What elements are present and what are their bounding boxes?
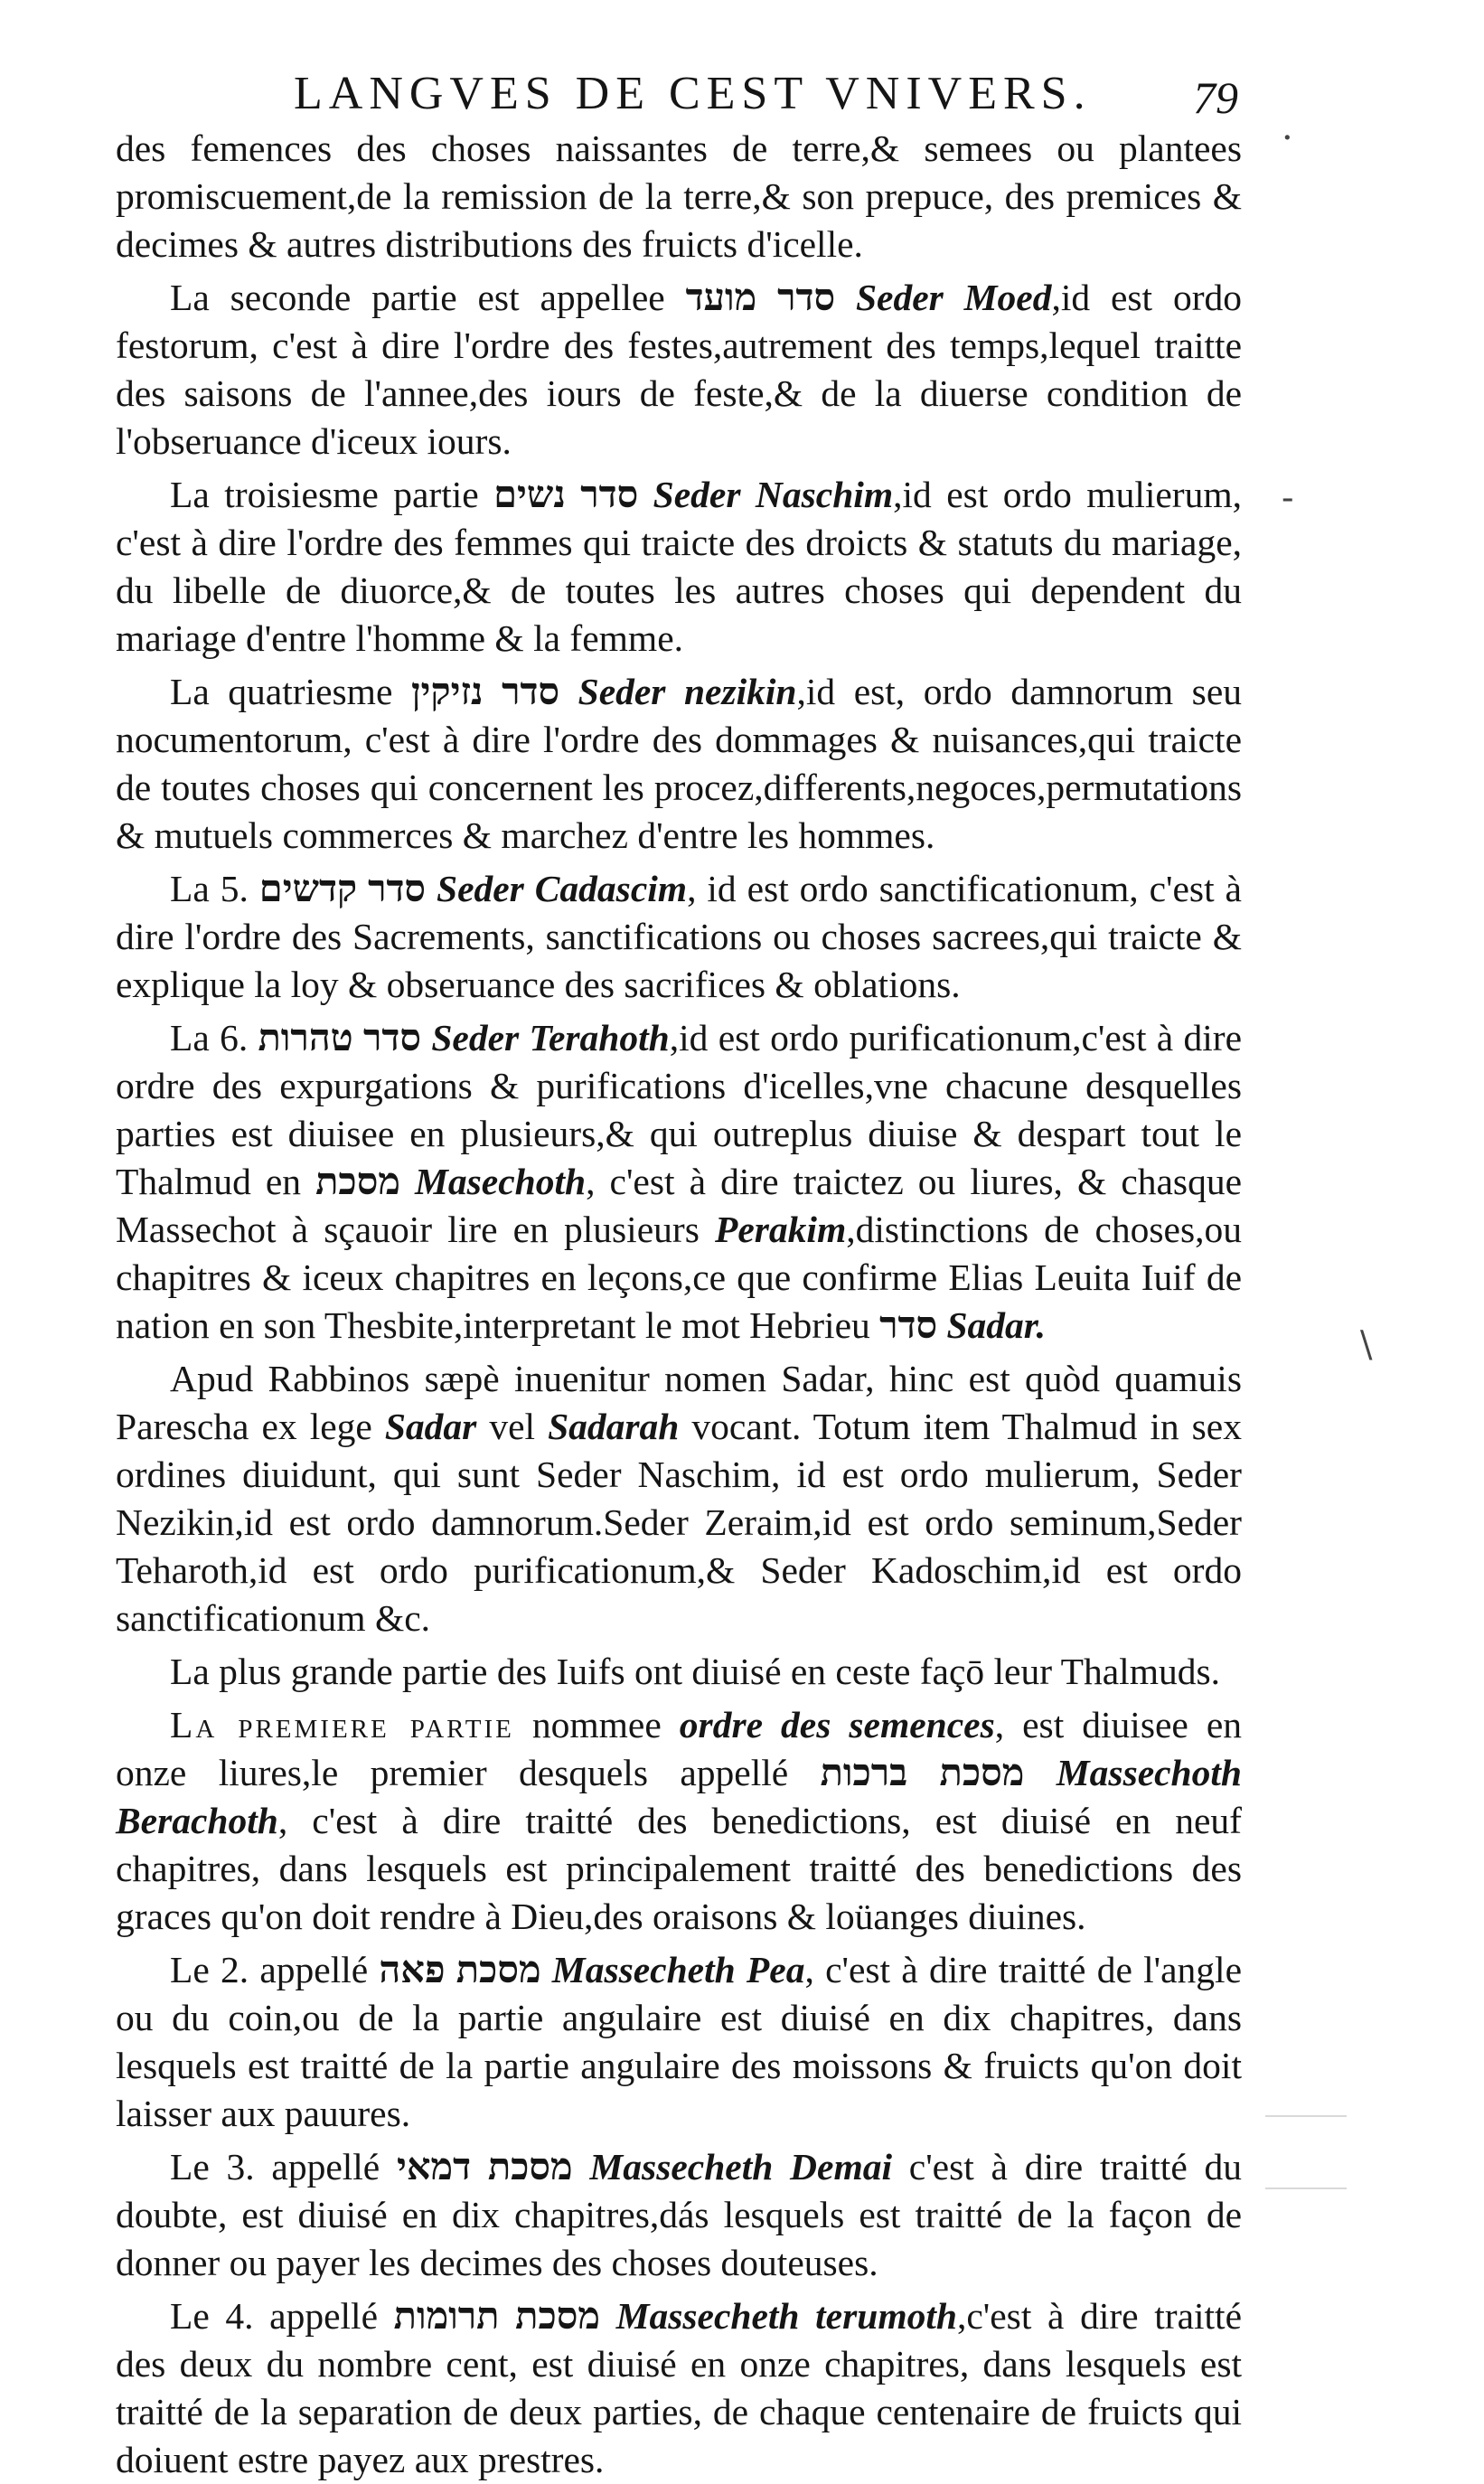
italic-term: Seder Moed <box>855 277 1052 318</box>
text-run: La plus grande partie des Iuifs ont diuisé en ceste façō leur Thalmuds. <box>170 1651 1221 1692</box>
text-run: Le 2. appellé <box>170 1949 380 1990</box>
paragraph <box>116 865 1242 1009</box>
text-run: La troisiesme partie <box>170 474 494 515</box>
italic-term: Seder Cadascim <box>436 868 688 909</box>
paragraph <box>116 668 1242 860</box>
page-number: 79 <box>1193 72 1238 123</box>
text-run <box>1024 1752 1056 1793</box>
italic-term: Perakim <box>715 1209 847 1250</box>
text-run: nommee <box>513 1704 680 1745</box>
text-run: La 5. <box>170 868 259 909</box>
hebrew-term: מסכת תרומות <box>393 2295 600 2337</box>
text-run <box>573 2146 590 2188</box>
text-run: ,c'est à dire traitté des deux du nombre cent, est diuisé en onze chapitres, dans lesquels est traitté de la separation de deux parties, de chaque centenaire de fruicts qui doiuent estre payez aux prestres. <box>116 2295 1243 2480</box>
paragraph <box>116 2292 1242 2484</box>
text-run: ,id est ordo festorum, c'est à dire l'ordre des festes,autrement des temps,lequel traitte des saisons de l'annee,des iours de feste,& de la diuerse condition de l'obseruance d'iceux iours. <box>116 277 1243 462</box>
italic-term: Massecheth Pea <box>551 1949 805 1990</box>
text-run: , c'est à dire traitté de l'angle ou du coin,ou de la partie angulaire est diuisé en dix chapitres, dans lesquels est traitté de la partie angulaire des moissons & fruicts qu'on doit laisser aux pauures. <box>116 1949 1242 2134</box>
italic-term: Sadar <box>384 1406 477 1447</box>
italic-term: Masechoth <box>415 1161 587 1202</box>
paragraph <box>116 1355 1242 1642</box>
text-run <box>541 1949 552 1990</box>
text-run <box>937 1304 946 1346</box>
text-run: vel <box>476 1406 549 1447</box>
hebrew-term: סדר מועד <box>685 277 836 318</box>
italic-term: Massecheth Demai <box>589 2146 893 2188</box>
text-run <box>600 2295 616 2337</box>
page-header <box>117 65 1238 128</box>
hebrew-term: סדר טהרות <box>258 1017 422 1059</box>
italic-term: Massechoth Berachoth <box>116 1752 1242 1841</box>
text-run: des femences des choses naissantes de terre,& semees ou plantees promiscuement,de la remission de la terre,& son prepuce, des premices & decimes & autres distributions des fruicts d'icelle. <box>116 127 1242 265</box>
hebrew-term: סדר נשים <box>493 474 639 515</box>
paragraph <box>116 1648 1242 1696</box>
text-run: ,id est, ordo damnorum seu nocumentorum, c'est à dire l'ordre des dommages & nuisances,qui traicte de toutes choses qui concernent les procez,differents,negoces,permutations & mutuels commerces & marchez d'entre les hommes. <box>116 671 1243 856</box>
running-title: LANGVES DE CEST VNIVERS. <box>294 68 1092 119</box>
text-run: , c'est à dire traitté des benedictions, est diuisé en neuf chapitres, dans lesquels est principalement traitté des benedictions des graces qu'on doit rendre à Dieu,des oraisons & loüanges diuines. <box>116 1800 1242 1937</box>
text-run <box>638 474 653 515</box>
italic-term: Sadarah <box>548 1406 680 1447</box>
text-run <box>559 671 578 712</box>
paragraph <box>116 274 1242 466</box>
hebrew-term: מסכת ברכות <box>820 1752 1025 1793</box>
text-run: , est diuisee en onze liures,le premier desquels appellé <box>116 1704 1242 1793</box>
text-run: c'est à dire traitté du doubte, est diuisé en dix chapitres,dás lesquels est traitté de la façon de donner ou payer les decimes des choses douteuses. <box>116 2146 1243 2283</box>
hebrew-term: סדר קדשים <box>258 868 427 909</box>
margin-mark: - <box>1282 477 1294 519</box>
paragraph <box>116 1701 1242 1941</box>
text-run: Le 3. appellé <box>170 2146 397 2188</box>
text-run <box>426 868 437 909</box>
text-run: Apud Rabbinos sæpè inuenitur nomen Sadar, hinc est quòd quamuis Parescha ex lege <box>116 1358 1242 1447</box>
text-run: , c'est à dire traictez ou liures, & chasque Massechot à sçauoir lire en plusieurs <box>116 1161 1242 1250</box>
text-run: ,id est ordo purificationum,c'est à dire ordre des expurgations & purifications d'icelles,vne chacune desquelles parties est diuisee en plusieurs,& qui outreplus diuise & despart tout le Thalmud en <box>116 1017 1243 1202</box>
text-run: ,distinctions de choses,ou chapitres & iceux chapitres en leçons,ce que confirme Elias Leuita Iuif de nation en son Thesbite,interpretant le mot Hebrieu <box>116 1209 1242 1346</box>
italic-term: Sadar. <box>946 1304 1047 1346</box>
text-run: Le 4. appellé <box>170 2295 394 2337</box>
text-run: vocant. Totum item Thalmud in sex ordines diuidunt, qui sunt Seder Naschim, id est ordo mulierum, Seder Nezikin,id est ordo damnorum.Seder Zeraim,id est ordo seminum,Seder Teharoth,id est ordo purificationum,& Seder Kadoschim,id est ordo sanctificationum &c. <box>116 1406 1242 1639</box>
paragraph <box>116 1946 1242 2138</box>
paragraph <box>116 471 1242 663</box>
small-caps-heading: La premiere partie <box>170 1704 514 1745</box>
text-run <box>835 277 856 318</box>
italic-term: ordre des semences <box>679 1704 995 1745</box>
text-run <box>421 1017 431 1059</box>
hebrew-term: מסכת פאה <box>379 1949 541 1990</box>
paragraph <box>116 2143 1242 2287</box>
hebrew-term: מסכת דמאי <box>396 2146 573 2188</box>
hebrew-term: סדר <box>879 1304 938 1346</box>
italic-term: Seder nezikin <box>578 671 797 712</box>
hebrew-term: מסכת <box>315 1161 400 1202</box>
margin-mark: · <box>1282 118 1293 159</box>
edge-rule <box>1265 2188 1347 2189</box>
text-run: , id est ordo sanctificationum, c'est à dire l'ordre des Sacrements, sanctifications ou choses sacrees,qui traicte & explique la loy & obseruance des sacrifices & oblations. <box>116 868 1242 1005</box>
body-text <box>116 125 1242 2484</box>
italic-term: Massecheth terumoth <box>615 2295 957 2337</box>
italic-term: Seder Terahoth <box>431 1017 670 1059</box>
italic-term: Seder Naschim <box>653 474 894 515</box>
text-run: ,id est ordo mulierum, c'est à dire l'ordre des femmes qui traicte des droicts & statuts du mariage, du libelle de diuorce,& de toutes les autres choses qui dependent du mariage d'entre l'homme & la femme. <box>116 474 1243 659</box>
paragraph <box>116 125 1242 268</box>
text-run: La seconde partie est appellee <box>170 277 686 318</box>
edge-rule <box>1265 2115 1347 2117</box>
text-run: La 6. <box>170 1017 258 1059</box>
text-run: La quatriesme <box>170 671 411 712</box>
margin-mark: \ <box>1360 1324 1373 1366</box>
hebrew-term: סדר נזיקין <box>410 671 560 712</box>
text-run <box>400 1161 415 1202</box>
paragraph <box>116 1014 1242 1350</box>
